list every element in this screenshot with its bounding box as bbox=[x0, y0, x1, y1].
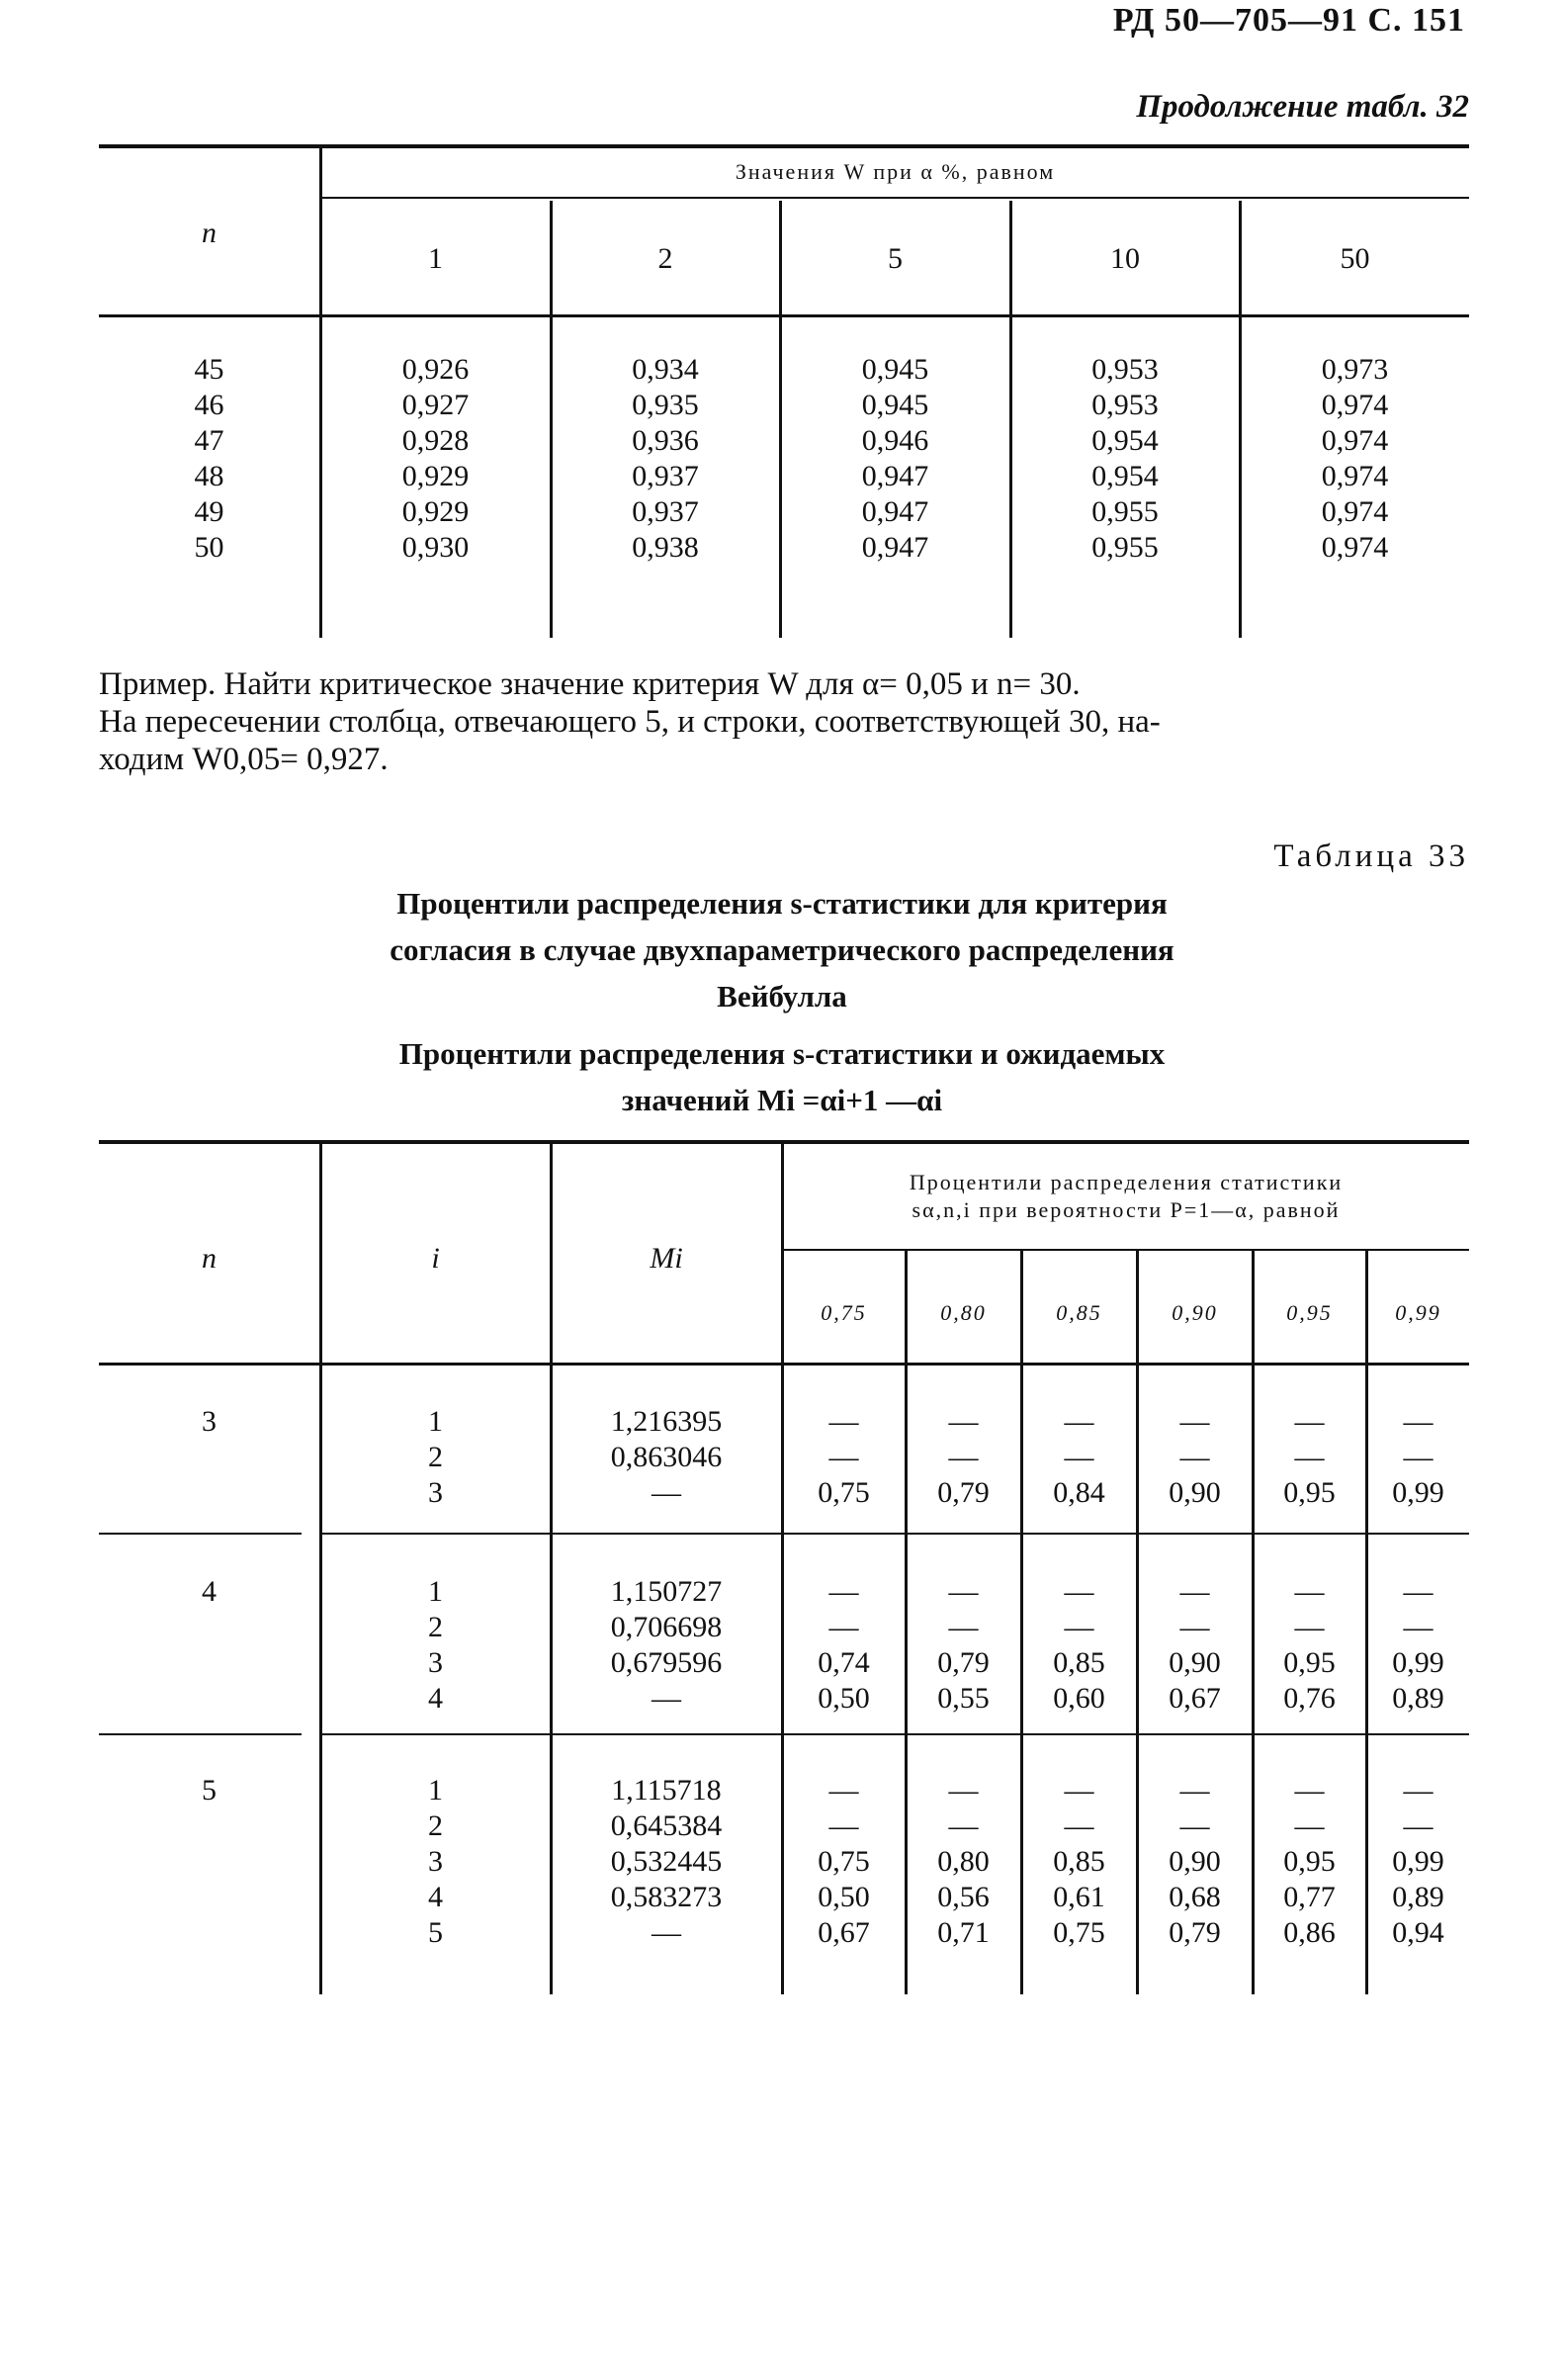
w-value-cell: 0,974 bbox=[1321, 531, 1389, 564]
group-separator bbox=[321, 1733, 1469, 1735]
row-n-cell: 46 bbox=[194, 389, 224, 421]
percentile-cell: 0,99 bbox=[1392, 1646, 1444, 1679]
percentile-cell: 0,79 bbox=[937, 1476, 990, 1509]
row-i-cell: 4 bbox=[428, 1881, 443, 1913]
percentile-cell: — bbox=[828, 1441, 859, 1473]
percentile-cell: 0,55 bbox=[937, 1682, 990, 1715]
w-value-cell: 0,937 bbox=[632, 495, 699, 528]
m-value-cell: — bbox=[652, 1476, 681, 1509]
m-value-cell: — bbox=[652, 1916, 681, 1949]
table-rule bbox=[321, 197, 1469, 199]
percentile-cell: — bbox=[1403, 1405, 1434, 1438]
percentile-cell: 0,68 bbox=[1169, 1881, 1221, 1913]
example-line-2: На пересечении столбца, отвечающего 5, и строки, соответствующей 30, на- bbox=[99, 704, 1161, 740]
percentile-cell: — bbox=[948, 1575, 979, 1608]
percentile-cell: 0,80 bbox=[937, 1845, 990, 1878]
w-value-cell: 0,945 bbox=[861, 353, 929, 386]
percentile-cell: — bbox=[1179, 1405, 1210, 1438]
percentile-cell: — bbox=[1064, 1611, 1094, 1643]
percentile-cell: 0,89 bbox=[1392, 1881, 1444, 1913]
w-value-cell: 0,955 bbox=[1091, 531, 1159, 564]
w-value-cell: 0,930 bbox=[401, 531, 470, 564]
percentile-cell: — bbox=[948, 1611, 979, 1643]
table-continuation-label: Продолжение табл. 32 bbox=[1136, 89, 1469, 125]
w-value-cell: 0,927 bbox=[401, 389, 470, 421]
m-value-cell: 1,115718 bbox=[611, 1774, 722, 1807]
alpha-header: 50 bbox=[1340, 242, 1370, 275]
row-n-cell: 45 bbox=[194, 353, 224, 386]
w-value-cell: 0,953 bbox=[1091, 389, 1159, 421]
percentile-cell: — bbox=[1179, 1809, 1210, 1842]
alpha-header: 2 bbox=[657, 242, 673, 275]
percentile-cell: — bbox=[828, 1774, 859, 1807]
m-value-cell: 0,645384 bbox=[610, 1809, 723, 1842]
w-value-cell: 0,929 bbox=[401, 460, 470, 492]
m-value-cell: 0,863046 bbox=[610, 1441, 723, 1473]
m-value-cell: 0,679596 bbox=[610, 1646, 723, 1679]
alpha-header: 10 bbox=[1110, 242, 1140, 275]
percentile-cell: 0,75 bbox=[818, 1476, 870, 1509]
table-rule bbox=[99, 144, 1469, 148]
row-i-cell: 2 bbox=[428, 1809, 443, 1842]
group-n-cell: 5 bbox=[202, 1774, 217, 1807]
percentile-cell: 0,95 bbox=[1283, 1476, 1336, 1509]
percentile-cell: — bbox=[1064, 1441, 1094, 1473]
percentile-cell: 0,71 bbox=[937, 1916, 990, 1949]
w-value-cell: 0,974 bbox=[1321, 389, 1389, 421]
percentile-cell: — bbox=[1179, 1441, 1210, 1473]
table-33-title-line-3: Вейбулла bbox=[717, 979, 847, 1014]
percentile-cell: — bbox=[948, 1441, 979, 1473]
percentile-cell: 0,77 bbox=[1283, 1881, 1336, 1913]
table-33-title-line-2: согласия в случае двухпараметрического распределения bbox=[390, 932, 1174, 967]
percentile-cell: 0,75 bbox=[1053, 1916, 1105, 1949]
percentile-cell: 0,61 bbox=[1053, 1881, 1105, 1913]
probability-header: 0,90 bbox=[1172, 1300, 1218, 1325]
w-value-cell: 0,937 bbox=[632, 460, 699, 492]
percentile-cell: — bbox=[1294, 1774, 1325, 1807]
table-33-title-line-1: Процентили распределения s-статистики для критерия bbox=[396, 886, 1168, 921]
percentile-cell: — bbox=[1294, 1611, 1325, 1643]
w-value-cell: 0,929 bbox=[401, 495, 470, 528]
percentile-cell: — bbox=[828, 1809, 859, 1842]
table-rule bbox=[99, 1140, 1469, 1144]
percentile-cell: 0,74 bbox=[818, 1646, 870, 1679]
row-i-cell: 2 bbox=[428, 1611, 443, 1643]
w-value-cell: 0,947 bbox=[861, 460, 929, 492]
percentile-cell: 0,75 bbox=[818, 1845, 870, 1878]
w-value-cell: 0,928 bbox=[401, 424, 470, 457]
w-value-cell: 0,974 bbox=[1321, 460, 1389, 492]
percentile-cell: 0,89 bbox=[1392, 1682, 1444, 1715]
w-value-cell: 0,935 bbox=[632, 389, 699, 421]
percentile-cell: 0,79 bbox=[937, 1646, 990, 1679]
page-header: РД 50—705—91 С. 151 bbox=[1112, 2, 1465, 39]
percentile-cell: 0,99 bbox=[1392, 1845, 1444, 1878]
row-n-cell: 47 bbox=[194, 424, 224, 457]
percentile-cell: — bbox=[1294, 1405, 1325, 1438]
group-header-percentiles-1: Процентили распределения статистики bbox=[909, 1170, 1344, 1194]
w-value-cell: 0,974 bbox=[1321, 495, 1389, 528]
m-value-cell: 1,150727 bbox=[610, 1575, 723, 1608]
table-rule bbox=[99, 1363, 1469, 1366]
percentile-cell: — bbox=[1294, 1441, 1325, 1473]
percentile-cell: — bbox=[948, 1809, 979, 1842]
row-i-cell: 1 bbox=[428, 1774, 443, 1807]
percentile-cell: 0,67 bbox=[818, 1916, 870, 1949]
row-i-cell: 3 bbox=[428, 1646, 443, 1679]
w-value-cell: 0,947 bbox=[861, 495, 929, 528]
table-rule bbox=[99, 314, 1469, 317]
table-33-label: Таблица 33 bbox=[1273, 838, 1469, 874]
percentile-cell: — bbox=[1064, 1774, 1094, 1807]
percentile-cell: 0,79 bbox=[1169, 1916, 1221, 1949]
percentile-cell: — bbox=[948, 1405, 979, 1438]
probability-header: 0,80 bbox=[940, 1300, 987, 1325]
probability-header: 0,75 bbox=[821, 1300, 867, 1325]
w-value-cell: 0,934 bbox=[632, 353, 699, 386]
w-value-cell: 0,945 bbox=[861, 389, 929, 421]
percentile-cell: 0,94 bbox=[1392, 1916, 1444, 1949]
group-n-cell: 4 bbox=[202, 1575, 217, 1608]
w-value-cell: 0,973 bbox=[1321, 353, 1389, 386]
percentile-cell: — bbox=[1403, 1809, 1434, 1842]
m-value-cell: 0,532445 bbox=[610, 1845, 723, 1878]
row-i-cell: 1 bbox=[428, 1405, 443, 1438]
w-value-cell: 0,954 bbox=[1091, 424, 1159, 457]
row-i-cell: 3 bbox=[428, 1845, 443, 1878]
column-header-n: n bbox=[202, 1242, 217, 1275]
percentile-cell: 0,85 bbox=[1053, 1646, 1105, 1679]
m-value-cell: — bbox=[652, 1682, 681, 1715]
percentile-cell: 0,60 bbox=[1053, 1682, 1105, 1715]
percentile-cell: 0,56 bbox=[937, 1881, 990, 1913]
percentile-cell: — bbox=[1064, 1575, 1094, 1608]
table-33-subtitle-line-2: значений Mi =αi+1 —αi bbox=[621, 1083, 943, 1117]
percentile-cell: — bbox=[1403, 1575, 1434, 1608]
w-value-cell: 0,947 bbox=[861, 531, 929, 564]
percentile-cell: — bbox=[1403, 1611, 1434, 1643]
group-separator bbox=[321, 1533, 1469, 1535]
row-i-cell: 4 bbox=[428, 1682, 443, 1715]
table-33-subtitle-line-1: Процентили распределения s-статистики и ожидаемых bbox=[398, 1036, 1166, 1071]
group-separator bbox=[99, 1533, 302, 1535]
percentile-cell: — bbox=[1064, 1809, 1094, 1842]
percentile-cell: — bbox=[1294, 1809, 1325, 1842]
group-separator bbox=[99, 1733, 302, 1735]
example-line-1: Пример. Найти критическое значение критерия W для α= 0,05 и n= 30. bbox=[99, 666, 1081, 702]
percentile-cell: 0,86 bbox=[1283, 1916, 1336, 1949]
column-header-m: Mi bbox=[650, 1242, 683, 1275]
percentile-cell: — bbox=[948, 1774, 979, 1807]
percentile-cell: — bbox=[1403, 1774, 1434, 1807]
w-value-cell: 0,953 bbox=[1091, 353, 1159, 386]
row-n-cell: 50 bbox=[194, 531, 224, 564]
percentile-cell: 0,90 bbox=[1169, 1476, 1221, 1509]
percentile-cell: 0,90 bbox=[1169, 1845, 1221, 1878]
alpha-header: 1 bbox=[428, 242, 443, 275]
w-value-cell: 0,974 bbox=[1321, 424, 1389, 457]
row-i-cell: 2 bbox=[428, 1441, 443, 1473]
row-n-cell: 49 bbox=[194, 495, 224, 528]
group-header-w-values: Значения W при α %, равном bbox=[735, 159, 1056, 184]
example-line-3: ходим W0,05= 0,927. bbox=[99, 742, 389, 777]
probability-header: 0,85 bbox=[1056, 1300, 1102, 1325]
w-value-cell: 0,954 bbox=[1091, 460, 1159, 492]
column-header-i: i bbox=[431, 1242, 440, 1275]
percentile-cell: — bbox=[1179, 1611, 1210, 1643]
percentile-cell: — bbox=[1179, 1575, 1210, 1608]
percentile-cell: — bbox=[828, 1611, 859, 1643]
percentile-cell: — bbox=[828, 1405, 859, 1438]
m-value-cell: 1,216395 bbox=[610, 1405, 723, 1438]
percentile-cell: 0,85 bbox=[1053, 1845, 1105, 1878]
row-i-cell: 3 bbox=[428, 1476, 443, 1509]
m-value-cell: 0,583273 bbox=[610, 1881, 723, 1913]
percentile-cell: — bbox=[828, 1575, 859, 1608]
column-header-n: n bbox=[202, 217, 217, 249]
percentile-cell: 0,95 bbox=[1283, 1646, 1336, 1679]
group-n-cell: 3 bbox=[202, 1405, 217, 1438]
percentile-cell: — bbox=[1403, 1441, 1434, 1473]
probability-header: 0,95 bbox=[1286, 1300, 1333, 1325]
group-header-percentiles-2: sα,n,i при вероятности P=1—α, равной bbox=[912, 1197, 1341, 1222]
probability-header: 0,99 bbox=[1395, 1300, 1441, 1325]
row-i-cell: 1 bbox=[428, 1575, 443, 1608]
percentile-cell: 0,90 bbox=[1169, 1646, 1221, 1679]
row-i-cell: 5 bbox=[428, 1916, 443, 1949]
w-value-cell: 0,936 bbox=[632, 424, 699, 457]
percentile-cell: — bbox=[1179, 1774, 1210, 1807]
w-value-cell: 0,926 bbox=[401, 353, 470, 386]
w-value-cell: 0,946 bbox=[861, 424, 929, 457]
w-value-cell: 0,938 bbox=[632, 531, 699, 564]
percentile-cell: 0,95 bbox=[1283, 1845, 1336, 1878]
percentile-cell: 0,50 bbox=[818, 1881, 870, 1913]
percentile-cell: 0,76 bbox=[1283, 1682, 1336, 1715]
percentile-cell: — bbox=[1064, 1405, 1094, 1438]
w-value-cell: 0,955 bbox=[1091, 495, 1159, 528]
percentile-cell: — bbox=[1294, 1575, 1325, 1608]
percentile-cell: 0,67 bbox=[1169, 1682, 1221, 1715]
m-value-cell: 0,706698 bbox=[610, 1611, 723, 1643]
row-n-cell: 48 bbox=[194, 460, 224, 492]
percentile-cell: 0,84 bbox=[1053, 1476, 1105, 1509]
percentile-cell: 0,50 bbox=[818, 1682, 870, 1715]
percentile-cell: 0,99 bbox=[1392, 1476, 1444, 1509]
alpha-header: 5 bbox=[888, 242, 903, 275]
